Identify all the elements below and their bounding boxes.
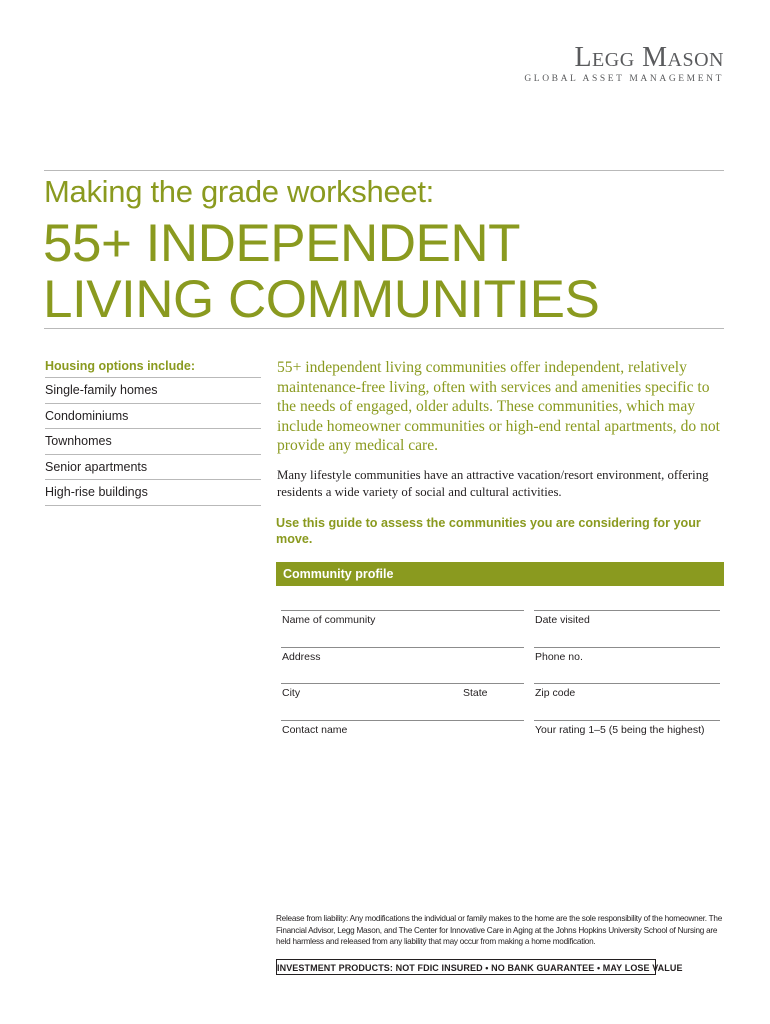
list-item: Townhomes (45, 428, 261, 454)
city-state-line[interactable] (281, 683, 524, 684)
investment-disclaimer-box: INVESTMENT PRODUCTS: NOT FDIC INSURED • NO BANK GUARANTEE • MAY LOSE VALUE (276, 959, 656, 975)
community-profile-title: Community profile (283, 567, 394, 581)
header-bottom-rule (44, 328, 724, 329)
rating-line[interactable] (534, 720, 720, 721)
list-item: Single-family homes (45, 377, 261, 403)
intro-lead-paragraph: 55+ independent living communities offer independent, relatively maintenance-free living, often with services and amenities specific to the needs of engaged, older adults. These communities, which may include homeowner communities or high-end rental apartments, do not provide any medical care. (277, 359, 721, 454)
legg-mason-logo: Legg Mason (574, 42, 724, 73)
name-of-community-label: Name of community (282, 614, 376, 626)
address-label: Address (282, 651, 321, 663)
list-item: Condominiums (45, 403, 261, 429)
worksheet-subtitle: Making the grade worksheet: (44, 174, 434, 209)
phone-line[interactable] (534, 647, 720, 648)
logo-tagline: GLOBAL ASSET MANAGEMENT (524, 74, 724, 84)
zip-code-label: Zip code (535, 687, 576, 699)
phone-label: Phone no. (535, 651, 583, 663)
state-label: State (463, 687, 488, 699)
page-title (43, 216, 599, 328)
housing-options-heading: Housing options include: (45, 359, 195, 373)
liability-release-text: Release from liability: Any modifications the individual or family makes to the home are the sole responsibility of the homeowner. The Financial Advisor, Legg Mason, and The Center for Innovative Care in Aging at the Johns Hopkins University School of Nursing are held harmless and released from any liability that may occur from making a home modification. (276, 914, 723, 947)
name-of-community-line[interactable] (281, 610, 524, 611)
guide-instruction: Use this guide to assess the communities you are considering for your move. (276, 516, 701, 546)
rating-label: Your rating 1–5 (5 being the highest) (535, 724, 705, 736)
community-profile-header (276, 562, 724, 586)
housing-options-list (45, 377, 261, 506)
date-visited-label: Date visited (535, 614, 590, 626)
list-item: High-rise buildings (45, 479, 261, 506)
date-visited-line[interactable] (534, 610, 720, 611)
list-item: Senior apartments (45, 454, 261, 480)
title-line-2: LIVING COMMUNITIES (43, 270, 600, 329)
contact-name-label: Contact name (282, 724, 348, 736)
header-top-rule (44, 170, 724, 171)
title-line-1: 55+ INDEPENDENT (43, 214, 521, 273)
intro-body-paragraph: Many lifestyle communities have an attractive vacation/resort environment, offering residents a wide variety of social and cultural activities. (277, 468, 709, 499)
contact-name-line[interactable] (281, 720, 524, 721)
city-label: City (282, 687, 301, 699)
zip-code-line[interactable] (534, 683, 720, 684)
address-line[interactable] (281, 647, 524, 648)
